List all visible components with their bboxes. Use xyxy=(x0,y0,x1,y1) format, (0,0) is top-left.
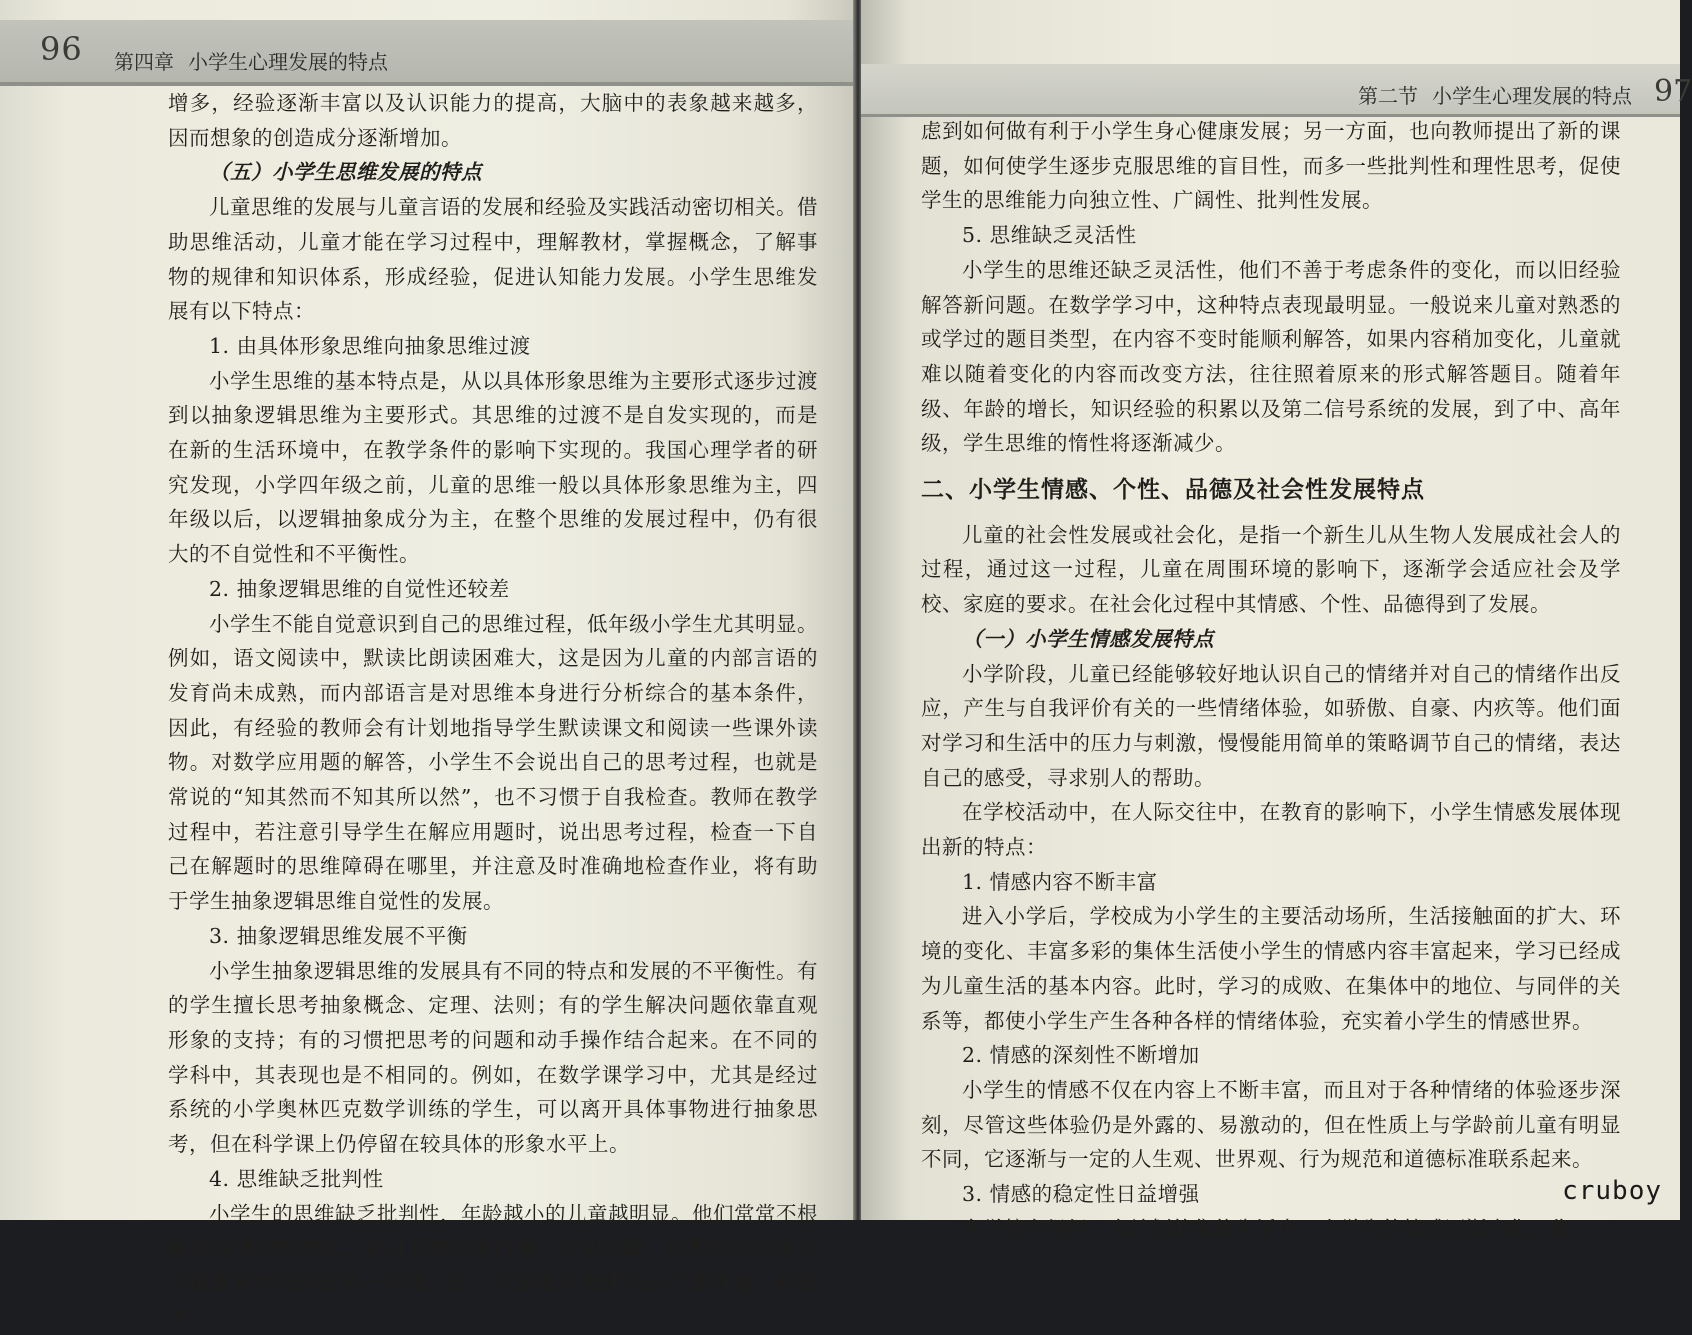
paragraph: 小学生不能自觉意识到自己的思维过程，低年级小学生尤其明显。例如，语文阅读中，默读比朗读困难大，这是因为儿童的内部言语的发育尚未成熟，而内部语言是对思维本身进行分析综合的基本条件，因此，有经验的教师会有计划地指导学生默读课文和阅读一些课外读物。对数学应用题的解答，小学生不会说出自己的思考过程，也就是常说的“知其然而不知其所以然”，也不习惯于自我检查。教师在教学过程中，若注意引导学生在解应用题时，说出思考过程，检查一下自己在解题时的思维障碍在哪里，并注意及时准确地检查作业，将有助于学生抽象逻辑思维自觉性的发展。 xyxy=(168,607,818,919)
paragraph-continued: 虑到如何做有利于小学生身心健康发展；另一方面，也向教师提出了新的课题，如何使学生逐步克服思维的盲目性，而多一些批判性和理性思考，促使学生的思维能力向独立性、广阔性、批判性发展。 xyxy=(921,114,1621,218)
paragraph-continued: 增多，经验逐渐丰富以及认识能力的提高，大脑中的表象越来越多，因而想象的创造成分逐渐增加。 xyxy=(168,86,818,155)
subheading: 5. 思维缺乏灵活性 xyxy=(921,218,1621,253)
chapter-title: 小学生心理发展的特点 xyxy=(188,50,388,74)
subheading: 3. 抽象逻辑思维发展不平衡 xyxy=(168,919,818,954)
paragraph: 在学校活动中，在人际交往中，在教育的影响下，小学生情感发展体现出新的特点： xyxy=(921,795,1621,864)
subheading: 3. 情感的稳定性日益增强 xyxy=(921,1177,1621,1212)
paragraph: 在学校有组织、有计划的集体生活中，小学生的情感逐渐内化、稳 xyxy=(921,1212,1621,1247)
paragraph: 小学生的情感不仅在内容上不断丰富，而且对于各种情绪的体验逐步深刻，尽管这些体验仍是外露的、易激动的，但在性质上与学龄前儿童有明显不同，它逐渐与一定的人生观、世界观、行为规范和道德标准联系起来。 xyxy=(921,1073,1621,1177)
paragraph: 儿童的社会性发展或社会化，是指一个新生儿从生物人发展成社会人的过程，通过这一过程，儿童在周围环境的影响下，逐渐学会适应社会及学校、家庭的要求。在社会化过程中其情感、个性、品德得到了发展。 xyxy=(921,518,1621,622)
subheading: 2. 抽象逻辑思维的自觉性还较差 xyxy=(168,572,818,607)
paragraph: 小学生的思维缺乏批判性，年龄越小的儿童越明显。他们常常不根据客观情况的变化，盲目照教师说的每一句话去做，以教师的言语作为衡量事物对错的唯一标准。这一方面要求教师的言行要慎重，时刻考 xyxy=(168,1197,818,1335)
left-text-column xyxy=(168,86,818,1335)
paragraph: 小学生思维的基本特点是，从以具体形象思维为主要形式逐步过渡到以抽象逻辑思维为主要形式。其思维的过渡不是自发实现的，而是在新的生活环境中，在教学条件的影响下实现的。我国心理学者的研究发现，小学四年级之前，儿童的思维一般以具体形象思维为主，四年级以后，以逻辑抽象成分为主，在整个思维的发展过程中，仍有很大的不自觉性和不平衡性。 xyxy=(168,364,818,572)
right-running-head xyxy=(1358,80,1632,109)
paragraph: 小学生的思维还缺乏灵活性，他们不善于考虑条件的变化，而以旧经验解答新问题。在数学学习中，这种特点表现最明显。一般说来儿童对熟悉的或学过的题目类型，在内容不变时能顺利解答，如果内容稍加变化，儿童就难以随着变化的内容而改变方法，往往照着原来的形式解答题目。随着年级、年龄的增长，知识经验的积累以及第二信号系统的发展，到了中、高年级，学生思维的惰性将逐渐减少。 xyxy=(921,253,1621,461)
section-label: 第二节 xyxy=(1358,84,1418,108)
major-heading: 二、小学生情感、个性、品德及社会性发展特点 xyxy=(921,473,1621,508)
paragraph: 小学生抽象逻辑思维的发展具有不同的特点和发展的不平衡性。有的学生擅长思考抽象概念、定理、法则；有的学生解决问题依靠直观形象的支持；有的习惯把思考的问题和动手操作结合起来。在不同的学科中，其表现也是不相同的。例如，在数学课学习中，尤其是经过系统的小学奥林匹克数学训练的学生，可以离开具体事物进行抽象思考，但在科学课上仍停留在较具体的形象水平上。 xyxy=(168,954,818,1162)
paragraph: 儿童思维的发展与儿童言语的发展和经验及实践活动密切相关。借助思维活动，儿童才能在学习过程中，理解教材，掌握概念，了解事物的规律和知识体系，形成经验，促进认知能力发展。小学生思维发展有以下特点： xyxy=(168,190,818,329)
right-page-number: 97 xyxy=(1654,74,1680,109)
right-page xyxy=(861,0,1680,1220)
paragraph: 进入小学后，学校成为小学生的主要活动场所，生活接触面的扩大、环境的变化、丰富多彩的集体生活使小学生的情感内容丰富起来，学习已经成为儿童生活的基本内容。此时，学习的成败、在集体中的地位、与同伴的关系等，都使小学生产生各种各样的情绪体验，充实着小学生的情感世界。 xyxy=(921,899,1621,1038)
watermark-text: cruboy xyxy=(1562,1176,1662,1206)
section-heading: （一）小学生情感发展特点 xyxy=(921,622,1621,657)
subheading: 1. 由具体形象思维向抽象思维过渡 xyxy=(168,329,818,364)
subheading: 1. 情感内容不断丰富 xyxy=(921,865,1621,900)
chapter-label: 第四章 xyxy=(114,50,174,74)
left-page xyxy=(0,0,855,1220)
section-heading: （五）小学生思维发展的特点 xyxy=(168,155,818,190)
subheading: 4. 思维缺乏批判性 xyxy=(168,1162,818,1197)
subheading: 2. 情感的深刻性不断增加 xyxy=(921,1038,1621,1073)
right-text-column xyxy=(921,114,1621,1247)
left-page-number: 96 xyxy=(40,30,83,68)
section-title: 小学生心理发展的特点 xyxy=(1432,84,1632,108)
paragraph: 小学阶段，儿童已经能够较好地认识自己的情绪并对自己的情绪作出反应，产生与自我评价有关的一些情绪体验，如骄傲、自豪、内疚等。他们面对学习和生活中的压力与刺激，慢慢能用简单的策略调节自己的情绪，表达自己的感受，寻求别人的帮助。 xyxy=(921,657,1621,796)
left-running-head xyxy=(114,46,388,75)
